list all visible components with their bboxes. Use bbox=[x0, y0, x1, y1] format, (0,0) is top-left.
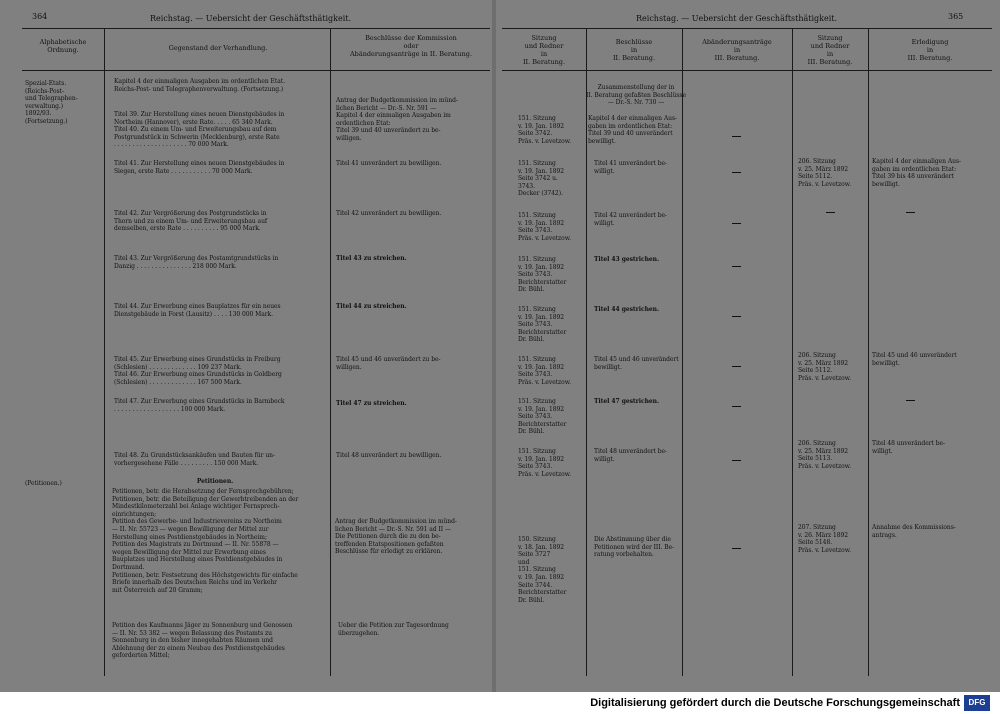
session-row: 151. Sitzung v. 19. Jan. 1892 Seite 3743. Präs. v. Levetzow. bbox=[518, 212, 571, 242]
right-page bbox=[496, 0, 1000, 692]
subject-row: Titel 45. Zur Erwerbung eines Grundstücks in Freiburg (Schlesien) . . . . . . . . . . . . . 109 237 Mark. Titel 46. Zur Erwerbung eines Grundstücks in Goldberg (Schlesien) . . . . . . . . . . . . . 167 500 Mark. bbox=[114, 356, 282, 386]
summary-intro: Zusammenstellung der in II. Beratung gefaßten Beschlüsse — Dr.-S. Nr. 730 — bbox=[586, 84, 686, 107]
decision-row: Antrag der Budgetkommission im münd- lichen Bericht — Dr.-S. Nr. 591 — Kapitel 4 der einmaligen Ausgaben im ordentlichen Etat: Titel 39 und 40 unverändert zu be- willigen. bbox=[336, 97, 458, 142]
petitions-text: Petition des Kaufmanns Jäger zu Sonnenburg und Genossen — II. Nr. 53 382 — wegen Belassung des Postamts zu Sonnenburg in den bisher innegehabten Räumen und Ablehnung der zu einem Neubau des Postdienstgebäudes geforderten Mittel; bbox=[112, 622, 293, 660]
session3-row: 206. Sitzung v. 25. März 1892 Seite 5113. Präs. v. Levetzow. bbox=[798, 440, 851, 470]
empty-cell-dash bbox=[732, 316, 741, 317]
decision-row: Kapitel 4 der einmaligen Aus- gaben im ordentlichen Etat: Titel 39 und 40 unverändert bewilligt. bbox=[588, 115, 677, 145]
empty-cell-dash bbox=[906, 212, 915, 213]
decision-row: Titel 41 unverändert zu bewilligen. bbox=[336, 160, 442, 167]
session-row: 151. Sitzung v. 19. Jan. 1892 Seite 3742 u. 3743. Decker (3742). bbox=[518, 160, 565, 198]
column-divider bbox=[682, 28, 683, 676]
session3-row: 206. Sitzung v. 25. März 1892 Seite 5112. Präs. v. Levetzow. bbox=[798, 158, 851, 188]
session-row: 151. Sitzung v. 19. Jan. 1892 Seite 3743. Berichterstatter Dr. Bühl. bbox=[518, 398, 567, 436]
petitions-session3: 207. Sitzung v. 26. März 1892 Seite 5148. Präs. v. Levetzow. bbox=[798, 524, 851, 554]
petitions-text: Petitionen, betr. die Herabsetzung der Fernsprechgebühren; Petitionen, betr. die Beteiligung der Gewerbtreibenden an der Mindestkilometerzahl bei Anlage wichtiger Fernsprech- einrichtungen; Petition des Gewerbe- und Industrievereins zu Northeim — II. Nr. 55723 — wegen Bewilligung der Mittel zur Herstellung eines Postdienstgebäudes in Northeim; Petition des Magistrats zu Dortmund — II. Nr. 55878 — wegen Bewilligung der Mittel zur Erwerbung eines Bauplatzes und Herstellung eines Postdienstgebäudes in Dortmund. Petitionen, betr. Festsetzung des Höchstgewichts für einfache Briefe innerhalb des Deutschen Reichs und im Verkehr mit Österreich auf 20 Gramm; bbox=[112, 488, 299, 594]
session-row: 151. Sitzung v. 19. Jan. 1892 Seite 3743. Berichterstatter Dr. Bühl. bbox=[518, 306, 567, 344]
decision-row: Titel 43 zu streichen. bbox=[336, 255, 407, 262]
header-rule-top bbox=[22, 28, 490, 29]
column-divider bbox=[868, 28, 869, 676]
decision-row: Titel 45 und 46 unverändert zu be- willigen. bbox=[336, 356, 441, 371]
column-header-amendments: Abänderungsanträge in III. Beratung. bbox=[702, 38, 772, 62]
column-header-order: Alphabetische Ordnung. bbox=[39, 38, 87, 54]
subject-row: Titel 42. Zur Vergrößerung des Postgrundstücks in Thorn und zu einem Um- und Erweiterungsbau auf demselben, erste Rate . . . . . . . . . . 95 000 Mark. bbox=[114, 210, 268, 233]
column-header-subject: Gegenstand der Verhandlung. bbox=[168, 44, 268, 52]
petitions-decision: Die Abstimmung über die Petitionen wird der III. Be- ratung vorbehalten. bbox=[594, 536, 675, 559]
decision-row: Titel 44 gestrichen. bbox=[594, 306, 660, 313]
petitions-result3: Annahme des Kommissions- antrags. bbox=[872, 524, 956, 539]
petitions-label: (Petitionen.) bbox=[25, 480, 62, 487]
header-rule-bottom bbox=[22, 70, 490, 71]
decision-row: Titel 47 gestrichen. bbox=[594, 398, 660, 405]
decision-row: Titel 48 unverändert zu bewilligen. bbox=[336, 452, 442, 459]
decision-row: Titel 44 zu streichen. bbox=[336, 303, 407, 310]
category-label: Spezial-Etats. (Reichs-Post- und Telegraphen- verwaltung.) 1892/93. (Fortsetzung.) bbox=[25, 80, 78, 125]
subject-row: Titel 48. Zu Grundstücksankäufen und Bauten für un- vorhergesehene Fälle . . . . . . . . . 150 000 Mark. bbox=[114, 452, 275, 467]
session-row: 151. Sitzung v. 19. Jan. 1892 Seite 3743. Präs. v. Levetzow. bbox=[518, 356, 571, 386]
petitions-heading: Petitionen. bbox=[196, 478, 234, 485]
footer-bar bbox=[0, 692, 1000, 714]
decision-row: Titel 43 gestrichen. bbox=[594, 256, 660, 263]
column-divider bbox=[330, 28, 331, 676]
column-header-session: Sitzung und Redner in II. Beratung. bbox=[522, 34, 566, 66]
column-header-decisions: Beschlüsse in II. Beratung. bbox=[612, 38, 656, 62]
subject-row: Titel 41. Zur Herstellung eines neuen Dienstgebäudes in Siegen, erste Rate . . . . . . . . . . . 70 000 Mark. bbox=[114, 160, 285, 175]
empty-cell-dash bbox=[732, 266, 741, 267]
decision-row: Titel 41 unverändert be- willigt. bbox=[594, 160, 668, 175]
left-page bbox=[0, 0, 492, 692]
dfg-logo-icon: DFG bbox=[964, 695, 990, 711]
empty-cell-dash bbox=[732, 366, 741, 367]
column-header-session3: Sitzung und Redner in III. Beratung. bbox=[807, 34, 853, 66]
session-row: 151. Sitzung v. 19. Jan. 1892 Seite 3743. Präs. v. Levetzow. bbox=[518, 448, 571, 478]
decision-row: Titel 42 unverändert be- willigt. bbox=[594, 212, 668, 227]
header-rule-top bbox=[502, 28, 992, 29]
petitions-decision: Antrag der Budgetkommission im münd- lichen Bericht — Dr.-S. Nr. 591 ad II — Die Petitionen durch die zu den be- treffenden Etatspositionen gefaßten Beschlüsse für erledigt zu erklären. bbox=[335, 518, 457, 556]
column-divider bbox=[792, 28, 793, 676]
empty-cell-dash bbox=[826, 212, 835, 213]
empty-cell-dash bbox=[732, 548, 741, 549]
petitions-session: 150. Sitzung v. 18. Jan. 1892 Seite 3727 und 151. Sitzung v. 19. Jan. 1892 Seite 3744. Berichterstatter Dr. Bühl. bbox=[518, 536, 567, 604]
session3-row: 206. Sitzung v. 25. März 1892 Seite 5112. Präs. v. Levetzow. bbox=[798, 352, 851, 382]
decision-row: Titel 42 unverändert zu bewilligen. bbox=[336, 210, 442, 217]
column-divider bbox=[586, 28, 587, 676]
empty-cell-dash bbox=[732, 406, 741, 407]
empty-cell-dash bbox=[732, 460, 741, 461]
page-number-left: 364 bbox=[32, 12, 48, 21]
page-number-right: 365 bbox=[948, 12, 964, 21]
session-row: 151. Sitzung v. 19. Jan. 1892 Seite 3743. Berichterstatter Dr. Bühl. bbox=[518, 256, 567, 294]
column-header-result: Erledigung in III. Beratung. bbox=[907, 38, 953, 62]
subject-row: Titel 39. Zur Herstellung eines neuen Dienstgebäudes in Northeim (Hannover), erste Rate. . . . . 65 340 Mark. Titel 40. Zu einem Um- und Erweiterungsbau auf dem Postgrundstück in Schwerin (Mecklenburg), erste Rate . . . . . . . . . . . . . . . . . . . . 70 000 Mark. bbox=[114, 111, 285, 149]
result3-row: Titel 45 und 46 unverändert bewilligt. bbox=[872, 352, 957, 367]
result3-row: Kapitel 4 der einmaligen Aus- gaben im ordentlichen Etat: Titel 39 bis 48 unverändert bewilligt. bbox=[872, 158, 961, 188]
funding-notice: Digitalisierung gefördert durch die Deutsche Forschungsgemeinschaft bbox=[590, 697, 960, 709]
empty-cell-dash bbox=[732, 136, 741, 137]
empty-cell-dash bbox=[906, 400, 915, 401]
subject-row: Titel 44. Zur Erwerbung eines Bauplatzes für ein neues Dienstgebäude in Forst (Lausitz) . . . . 130 000 Mark. bbox=[114, 303, 281, 318]
empty-cell-dash bbox=[732, 172, 741, 173]
column-divider bbox=[104, 28, 105, 676]
subject-row: Titel 43. Zur Vergrößerung des Postamtgrundstücks in Danzig . . . . . . . . . . . . . . . 218 000 Mark. bbox=[114, 255, 279, 270]
page-header-left: Reichstag. — Uebersicht der Geschäftsthätigkeit. bbox=[150, 14, 352, 23]
subject-row: Titel 47. Zur Erwerbung eines Grundstücks in Barmbeck . . . . . . . . . . . . . . . . . . 100 000 Mark. bbox=[114, 398, 285, 413]
header-rule-bottom bbox=[502, 70, 992, 71]
session-row: 151. Sitzung v. 19. Jan. 1892 Seite 3742. Präs. v. Levetzow. bbox=[518, 115, 571, 145]
result3-row: Titel 48 unverändert be- willigt. bbox=[872, 440, 946, 455]
decision-row: Titel 45 und 46 unverändert bewilligt. bbox=[594, 356, 679, 371]
column-header-decision: Beschlüsse der Kommission oder Abänderungsanträge in II. Beratung. bbox=[349, 34, 473, 58]
decision-row: Titel 48 unverändert be- willigt. bbox=[594, 448, 668, 463]
empty-cell-dash bbox=[732, 223, 741, 224]
page-header-right: Reichstag. — Uebersicht der Geschäftsthätigkeit. bbox=[636, 14, 838, 23]
petitions-decision: Ueber die Petition zur Tagesordnung überzugehen. bbox=[338, 622, 449, 637]
decision-row: Titel 47 zu streichen. bbox=[336, 400, 407, 407]
subject-intro: Kapitel 4 der einmaligen Ausgaben im ordentlichen Etat. Reichs-Post- und Telegraphenverwaltung. (Fortsetzung.) bbox=[114, 78, 285, 93]
